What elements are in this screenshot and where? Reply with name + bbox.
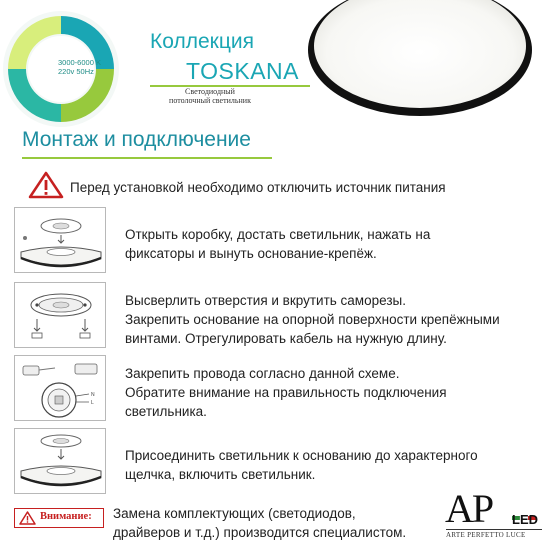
subtitle-line-2: потолочный светильник [169,95,251,105]
svg-text:N: N [91,392,95,398]
italian-flag-icon [512,507,536,511]
section-underline [22,157,272,159]
step-3-line-2: Обратите внимание на правильность подключения [125,385,447,400]
footer-note [113,504,443,542]
step-1-line-2: фиксаторы и вынуть основание-крепёж. [125,246,377,261]
step-2-line-2: Закрепить основание на опорной поверхности крепёжными [125,312,500,327]
collection-label: Коллекция [150,30,254,53]
step-1-line-1: Открыть коробку, достать светильник, нажать на [125,227,431,242]
step-4-text [125,446,550,484]
step-4-illustration [14,428,106,494]
brand-logo-mark: AP [445,486,493,531]
brand-logo-rule [446,529,542,530]
footer-note-line-1: Замена комплектующих (светодиодов, [113,506,356,521]
step-4-line-1: Присоединить светильник к основанию до характерного [125,448,478,463]
attention-label: Внимание: [40,511,92,522]
badge-spec-temp: 3000-6000 K [58,58,101,67]
lamp-product-image [308,0,550,120]
warning-triangle-icon [28,171,64,204]
step-3-text [125,364,550,421]
section-title: Монтаж и подключение [22,128,251,151]
badge-spec-power: 220v 50Hz [58,67,94,76]
product-subtitle [140,88,280,105]
step-4-line-2: щелчка, включить светильник. [125,467,316,482]
step-1-illustration [14,207,106,273]
collection-name: TOSKANA [186,58,299,84]
step-3-illustration [14,355,106,421]
step-1-text [125,225,550,263]
brand-tagline: ARTE PERFETTO LUCE [446,531,526,539]
small-warning-icon [19,511,36,530]
step-2-text [125,291,550,348]
step-3-line-1: Закрепить провода согласно данной схеме. [125,366,400,381]
subtitle-line-1: Светодиодный [185,87,235,96]
step-3-line-3: светильника. [125,404,207,419]
brand-logo-led: LED [512,512,538,527]
warning-text: Перед установкой необходимо отключить источник питания [70,180,446,195]
svg-text:L: L [91,400,94,406]
step-2-illustration [14,282,106,348]
footer-note-line-2: драйверов и т.д.) производится специалистом. [113,525,407,540]
step-2-line-3: винтами. Отрегулировать кабель на нужную длину. [125,331,447,346]
step-2-line-1: Высверлить отверстия и вкрутить саморезы. [125,293,406,308]
